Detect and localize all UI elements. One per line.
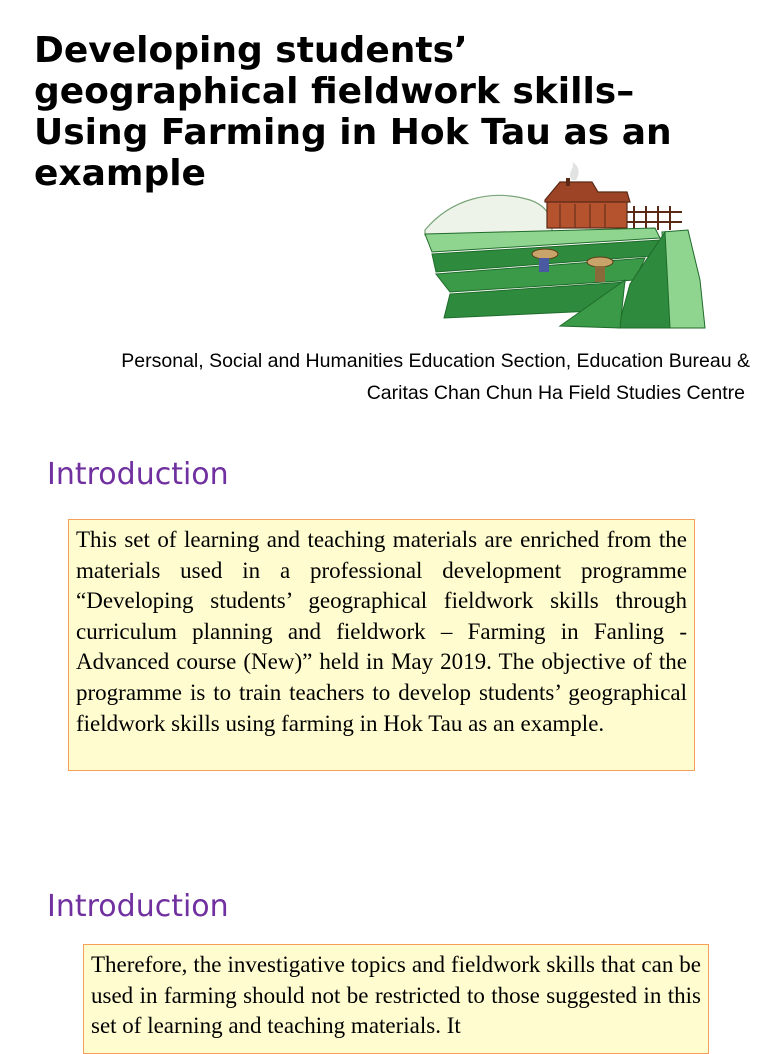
- section-heading-introduction: Introduction: [47, 457, 229, 492]
- introduction-text-box: This set of learning and teaching materials are enriched from the materials used in a professional development programme “Developing students’ geographical fieldwork skills through curriculum planning and fieldwork – Farming in Fanling - Advanced course (New)” held in May 2019. The objective of the programme is to train teachers to develop students’ geographical fieldwork skills using farming in Hok Tau as an example.: [68, 519, 695, 771]
- credit-line-1: Personal, Social and Humanities Education Section, Education Bureau &: [121, 350, 750, 372]
- credit-line-2: Caritas Chan Chun Ha Field Studies Centre: [366, 382, 745, 404]
- section-heading-introduction-2: Introduction: [47, 889, 229, 924]
- farm-illustration-icon: [420, 160, 715, 335]
- credits: [50, 345, 750, 409]
- introduction-text-box-2: Therefore, the investigative topics and fieldwork skills that can be used in farming should not be restricted to those suggested in this set of learning and teaching materials. It: [83, 944, 709, 1054]
- page-title: Developing students’ geographical fieldwork skills– Using Farming in Hok Tau as an example: [34, 30, 672, 194]
